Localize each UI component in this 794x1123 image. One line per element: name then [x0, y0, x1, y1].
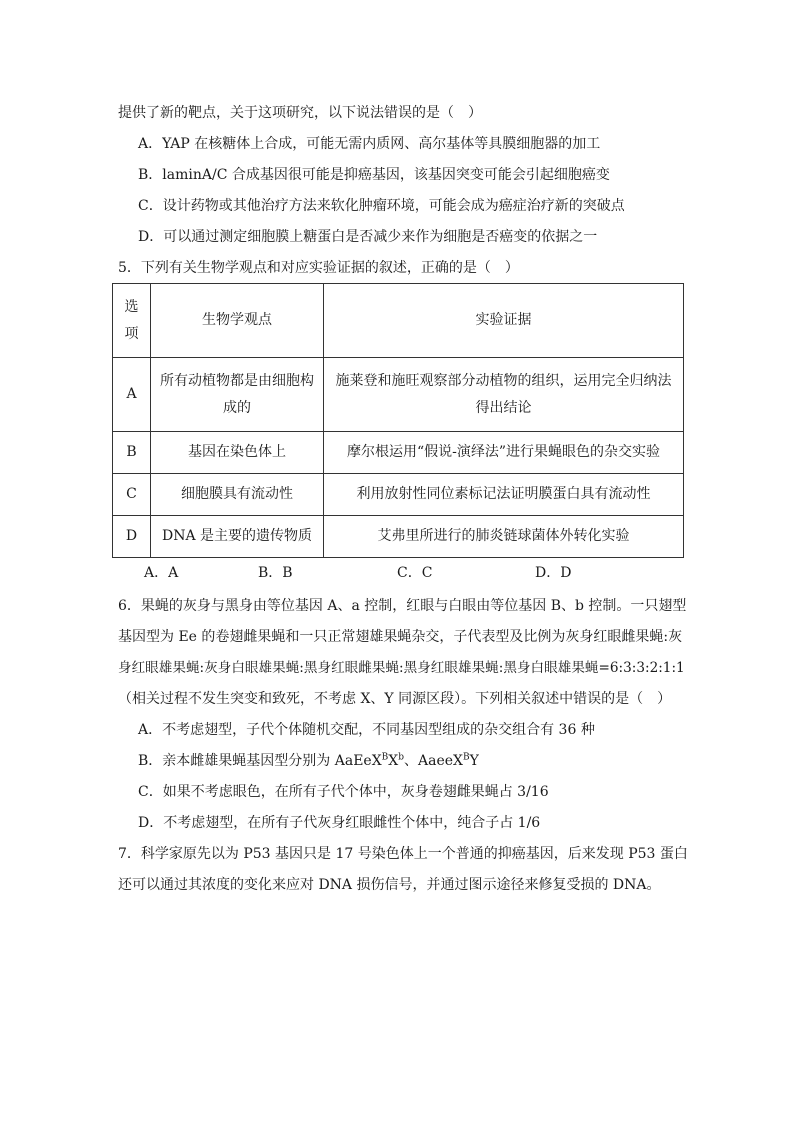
- table-row: [113, 474, 684, 516]
- q7-stem-line: 7．科学家原先以为 P53 基因只是 17 号染色体上一个普通的抑癌基因，后来发现 P53 蛋白: [118, 846, 688, 862]
- q6-option-a: A．不考虑翅型，子代个体随机交配，不同基因型组成的杂交组合有 36 种: [138, 722, 595, 738]
- q6-stem-line: （相关过程不发生突变和致死，不考虑 X、Y 同源区段）。下列相关叙述中错误的是（ ）: [118, 691, 672, 707]
- q5-answer-b: B．B: [258, 565, 293, 581]
- q6-stem-line: 基因型为 Ee 的卷翅雌果蝇和一只正常翅雄果蝇杂交，子代表型及比例为灰身红眼雌果蝇:灰: [118, 629, 683, 645]
- table-cell: 摩尔根运用“假说-演绎法”进行果蝇眼色的杂交实验: [324, 432, 684, 474]
- table-cell: A: [113, 358, 151, 432]
- q6-stem-line: 身红眼雄果蝇:灰身白眼雄果蝇:黑身红眼雌果蝇:黑身红眼雄果蝇:黑身白眼雄果蝇=6:3:3:2:1:1: [118, 660, 685, 676]
- table-row: [113, 358, 684, 432]
- q4-option-d: D．可以通过测定细胞膜上糖蛋白是否减少来作为细胞是否癌变的依据之一: [138, 229, 598, 245]
- q5-answer-a: A．A: [144, 565, 179, 581]
- table-row: [113, 516, 684, 558]
- table-cell: DNA 是主要的遗传物质: [151, 516, 324, 558]
- q4-stem-tail: 提供了新的靶点，关于这项研究，以下说法错误的是（ ）: [118, 105, 482, 121]
- table-header-cell: 生物学观点: [151, 284, 324, 358]
- q4-option-b: B．laminA/C 合成基因很可能是抑癌基因，该基因突变可能会引起细胞癌变: [138, 167, 610, 183]
- table-row: [113, 432, 684, 474]
- q5-stem: 5．下列有关生物学观点和对应实验证据的叙述，正确的是（ ）: [118, 260, 519, 276]
- table-cell: 基因在染色体上: [151, 432, 324, 474]
- q6-option-b: B．亲本雌雄果蝇基因型分别为 $AaEeX^BX^b$、AaeeX$^B$Y: [138, 752, 479, 769]
- q5-answer-d: D．D: [535, 565, 572, 581]
- table-cell: 施莱登和施旺观察部分动植物的组织，运用完全归纳法得出结论: [324, 358, 684, 432]
- q6-option-d: D．不考虑翅型，在所有子代灰身红眼雌性个体中，纯合子占 1/6: [138, 815, 541, 831]
- q7-stem-line: 还可以通过其浓度的变化来应对 DNA 损伤信号，并通过图示途径来修复受损的 DNA。: [118, 877, 661, 893]
- q6-option-c: C．如果不考虑眼色，在所有子代个体中，灰身卷翅雌果蝇占 3/16: [138, 784, 549, 800]
- q5-table: [112, 283, 684, 558]
- q5-answer-options: [144, 563, 604, 583]
- table-cell: B: [113, 432, 151, 474]
- table-header-row: [113, 284, 684, 358]
- q5-answer-c: C．C: [397, 565, 433, 581]
- q4-option-a: A．YAP 在核糖体上合成，可能无需内质网、高尔基体等具膜细胞器的加工: [138, 136, 601, 152]
- q6-stem-line: 6．果蝇的灰身与黑身由等位基因 A、a 控制，红眼与白眼由等位基因 B、b 控制。一只翅型: [118, 598, 687, 614]
- table-cell: D: [113, 516, 151, 558]
- table-cell: C: [113, 474, 151, 516]
- table-cell: 细胞膜具有流动性: [151, 474, 324, 516]
- table-cell: 艾弗里所进行的肺炎链球菌体外转化实验: [324, 516, 684, 558]
- q4-option-c: C．设计药物或其他治疗方法来软化肿瘤环境，可能会成为癌症治疗新的突破点: [138, 198, 625, 214]
- table-header-cell: 选项: [113, 284, 151, 358]
- table-cell: 所有动植物都是由细胞构成的: [151, 358, 324, 432]
- table-header-cell: 实验证据: [324, 284, 684, 358]
- table-cell: 利用放射性同位素标记法证明膜蛋白具有流动性: [324, 474, 684, 516]
